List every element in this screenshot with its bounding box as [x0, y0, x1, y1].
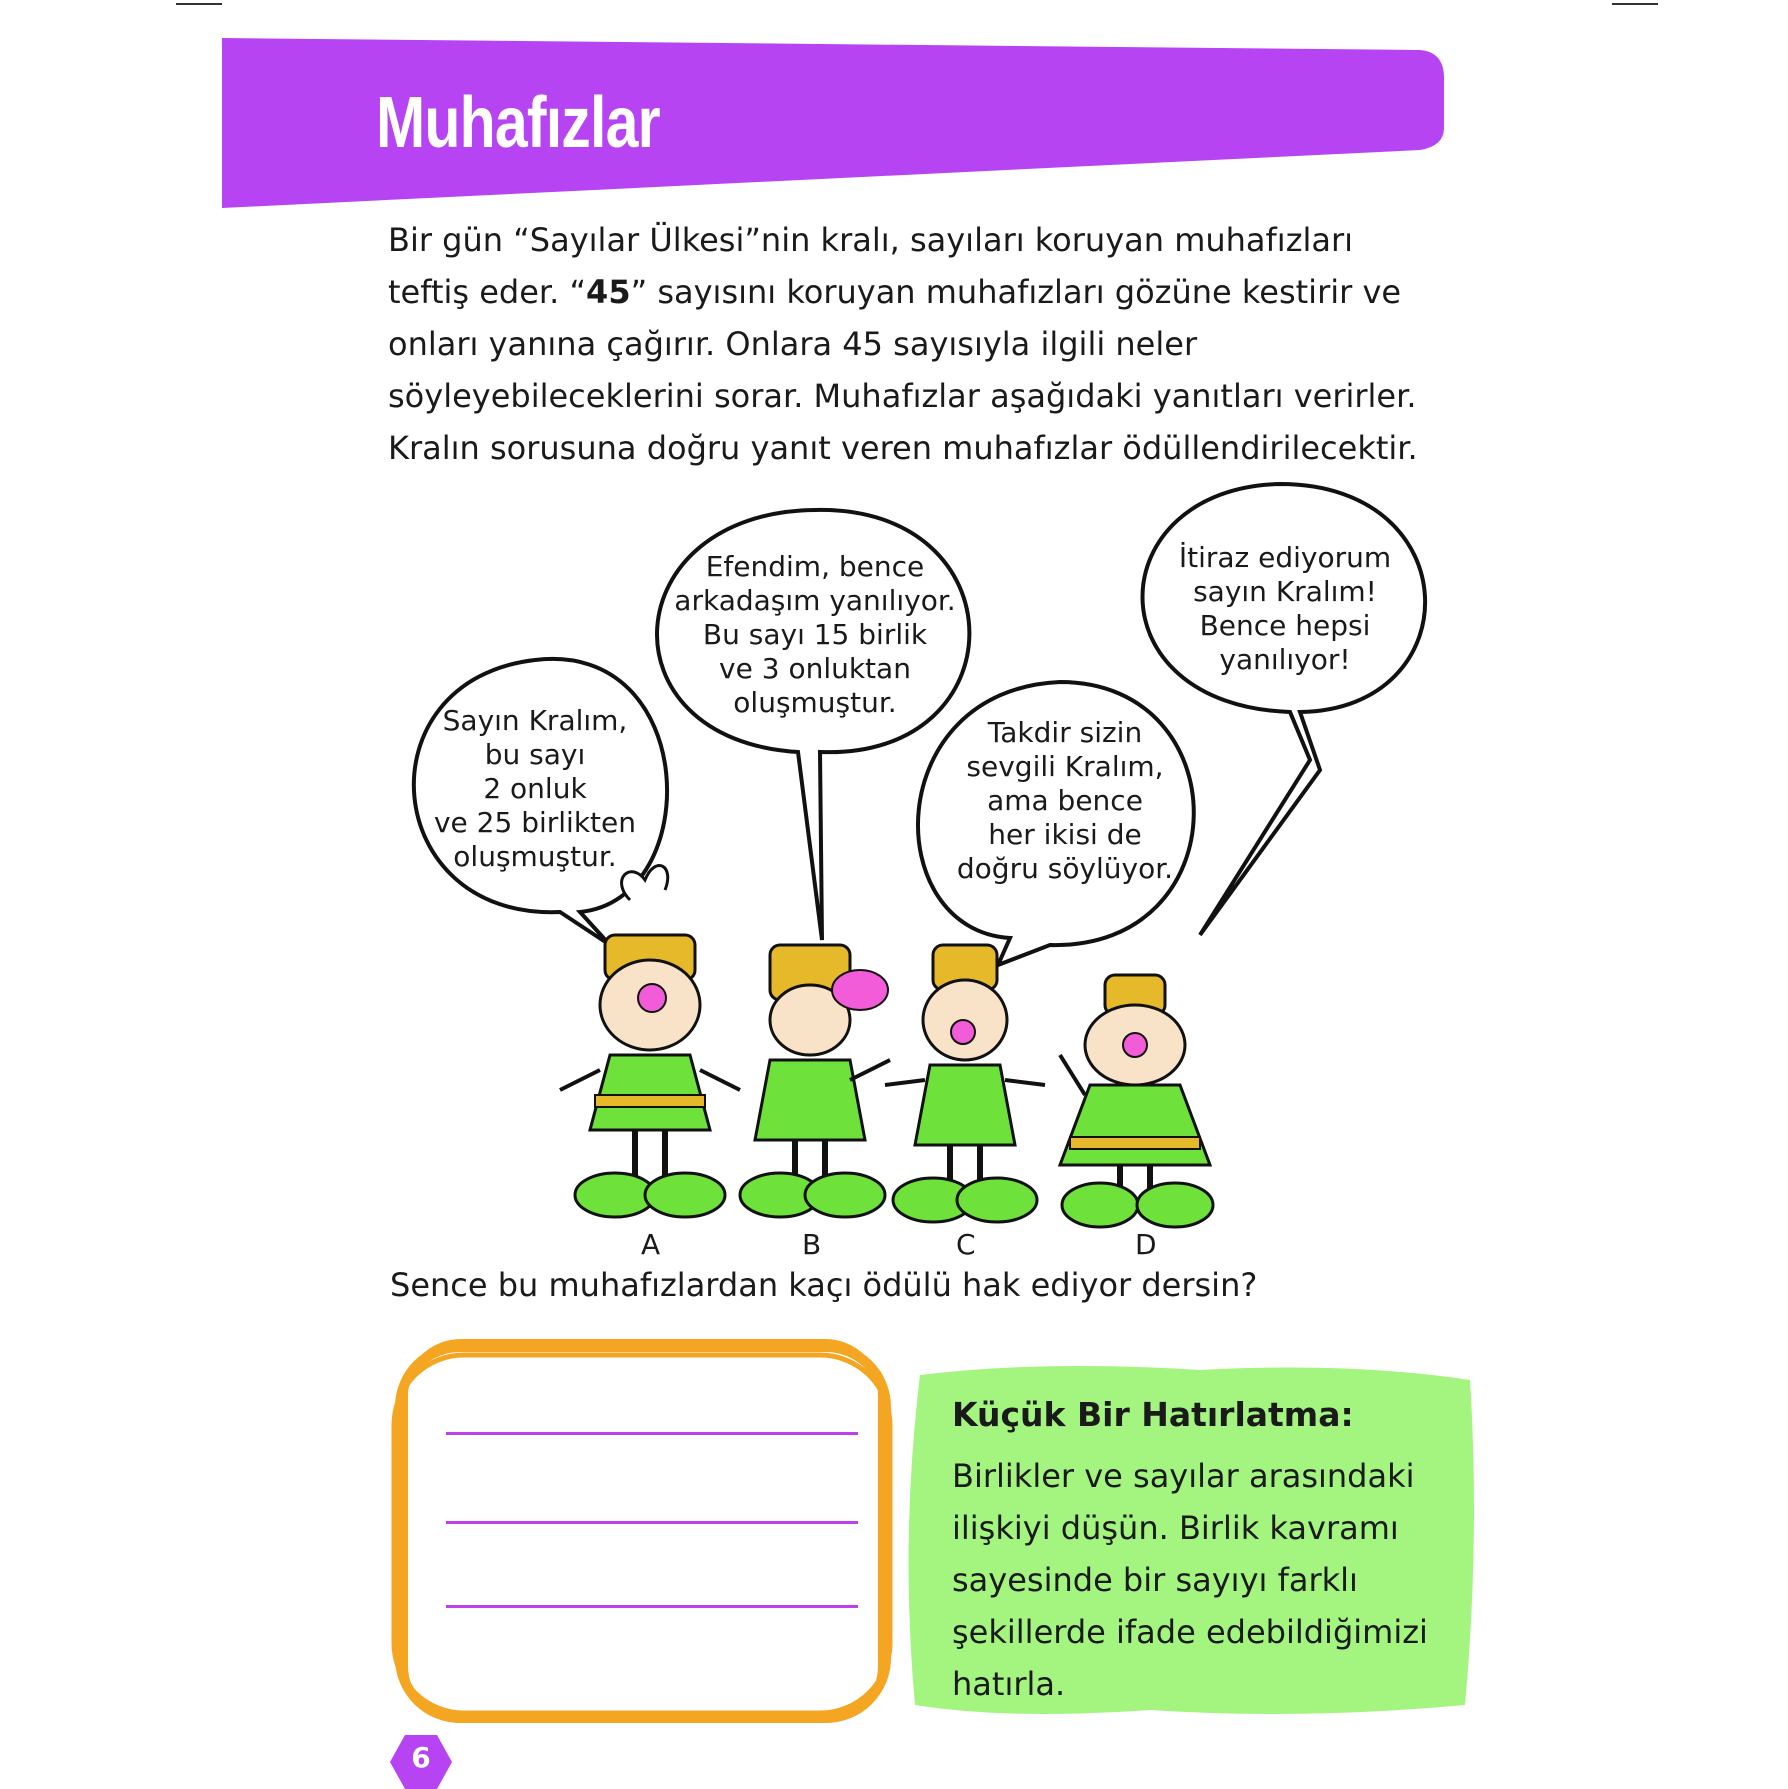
intro-text-end: ” sayısını koruyan muhafızları gözüne kestirir ve onları yanına çağırır. Onlara 45 sayısıyla ilgili neler söyleyebileceklerini sorar. Muhafızlar aşağıdaki yanıtları verirler. Kralın sorusuna doğru yanıt veren muhafızlar ödüllendirilecektir.: [388, 273, 1418, 467]
guard-label-a: A: [641, 1228, 661, 1261]
page-number: 6: [411, 1741, 431, 1774]
guard-d: [1060, 975, 1213, 1227]
bubble-d-text: İtiraz ediyorum sayın Kralım! Bence hepsi yanılıyor!: [1178, 541, 1392, 676]
page-title: Muhafızlar: [376, 83, 660, 163]
bubble-b-text: Efendim, bence arkadaşım yanılıyor. Bu sayı 15 birlik ve 3 onluktan oluşmuştur.: [674, 550, 956, 719]
answer-box-frame: [388, 1335, 898, 1730]
guard-label-c: C: [956, 1228, 976, 1261]
guard-c: [885, 945, 1045, 1222]
intro-text-start: Bir gün “Sayılar Ülkesi”nin kralı, sayıları koruyan muhafızları teftiş eder. “: [388, 221, 1354, 311]
answer-line-3[interactable]: [446, 1605, 858, 1608]
guard-label-d: D: [1135, 1228, 1157, 1261]
reminder-title: Küçük Bir Hatırlatma:: [952, 1395, 1354, 1434]
question-text: Sence bu muhafızlardan kaçı ödülü hak ediyor dersin?: [390, 1266, 1258, 1304]
bubble-a-text: Sayın Kralım, bu sayı 2 onluk ve 25 birlikten oluşmuştur.: [433, 704, 636, 873]
reminder-body: Birlikler ve sayılar arasındaki ilişkiyi düşün. Birlik kavramı sayesinde bir sayıyı farklı şekillerde ifade edebildiğimizi hatırla.: [952, 1457, 1428, 1703]
guard-label-b: B: [802, 1228, 822, 1261]
intro-number: 45: [586, 273, 631, 311]
answer-line-2[interactable]: [446, 1521, 858, 1524]
answer-line-1[interactable]: [446, 1432, 858, 1435]
guard-b: [740, 945, 890, 1217]
bubble-c-text: Takdir sizin sevgili Kralım, ama bence her ikisi de doğru söylüyor.: [956, 716, 1174, 885]
